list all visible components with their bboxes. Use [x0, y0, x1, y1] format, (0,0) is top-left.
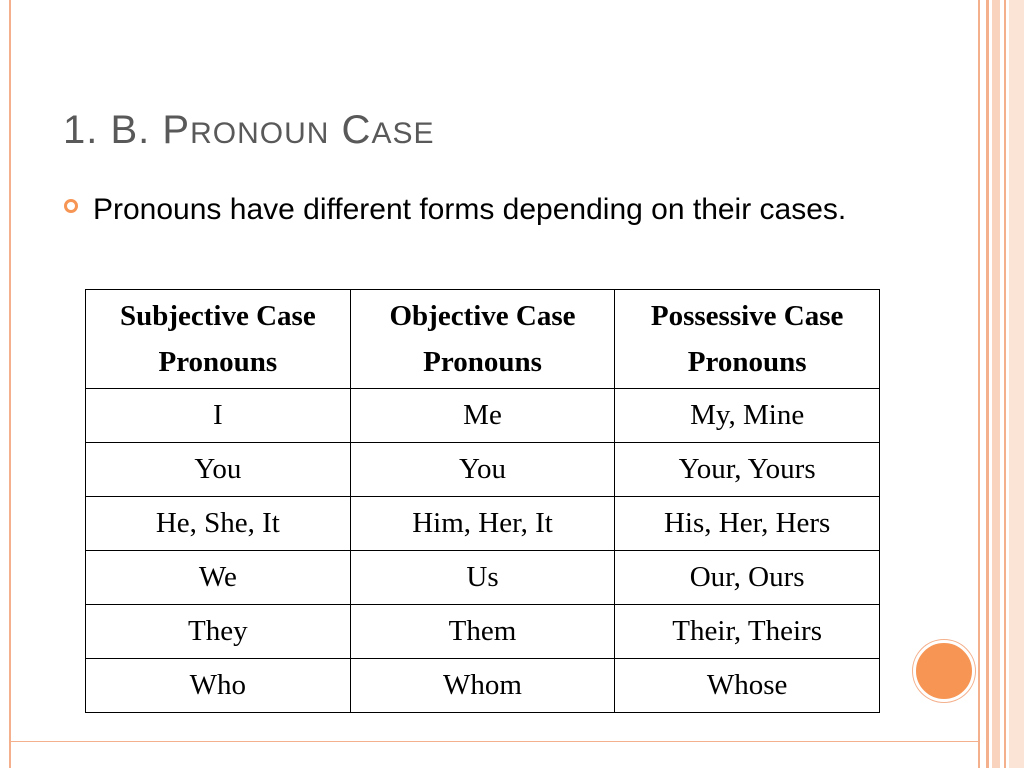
title-word2-initial: C: [341, 108, 372, 152]
header-possessive: [615, 290, 880, 389]
frame-left-line: [9, 0, 11, 768]
table-cell: Them: [350, 605, 615, 659]
title-number: 1. B.: [63, 108, 151, 152]
header-line: Objective Case: [389, 300, 576, 332]
table-cell: Him, Her, It: [350, 497, 615, 551]
title-word1-rest: RONOUN: [190, 117, 330, 150]
table-cell: My, Mine: [615, 389, 880, 443]
bullet-item: [63, 190, 863, 230]
slide-title: [63, 108, 434, 153]
header-line: Pronouns: [423, 346, 542, 378]
frame-bottom-line: [9, 741, 992, 742]
table-cell: Our, Ours: [615, 551, 880, 605]
header-subjective: [86, 290, 351, 389]
frame-right-stripes: [978, 0, 1024, 768]
table-row: [86, 659, 880, 713]
table-cell: They: [86, 605, 351, 659]
header-line: Possessive Case: [650, 300, 844, 332]
title-word2-rest: ASE: [371, 117, 435, 150]
table-row: [86, 389, 880, 443]
table-row: [86, 497, 880, 551]
table-cell: We: [86, 551, 351, 605]
header-line: Pronouns: [158, 346, 278, 378]
header-objective: [350, 290, 615, 389]
table-cell: He, She, It: [86, 497, 351, 551]
table-row: [86, 551, 880, 605]
table-cell: You: [86, 443, 351, 497]
header-line: Pronouns: [687, 346, 807, 378]
bullet-text: Pronouns have different forms depending on their cases.: [93, 193, 847, 226]
table-cell: Who: [86, 659, 351, 713]
table-cell: I: [86, 389, 351, 443]
table-cell: Whom: [350, 659, 615, 713]
table-cell: You: [350, 443, 615, 497]
header-line: Subjective Case: [119, 300, 316, 332]
table-row: [86, 605, 880, 659]
table-row: [86, 443, 880, 497]
table-cell: His, Her, Hers: [615, 497, 880, 551]
pronoun-table: [85, 289, 880, 713]
title-word1-initial: P: [162, 108, 191, 152]
table-cell: Whose: [615, 659, 880, 713]
ring-bullet-icon: [63, 198, 79, 214]
table-cell: Us: [350, 551, 615, 605]
table-cell: Me: [350, 389, 615, 443]
orange-circle-icon: [913, 640, 975, 702]
table-cell: Your, Yours: [615, 443, 880, 497]
table-cell: Their, Theirs: [615, 605, 880, 659]
table-header-row: [86, 290, 880, 389]
